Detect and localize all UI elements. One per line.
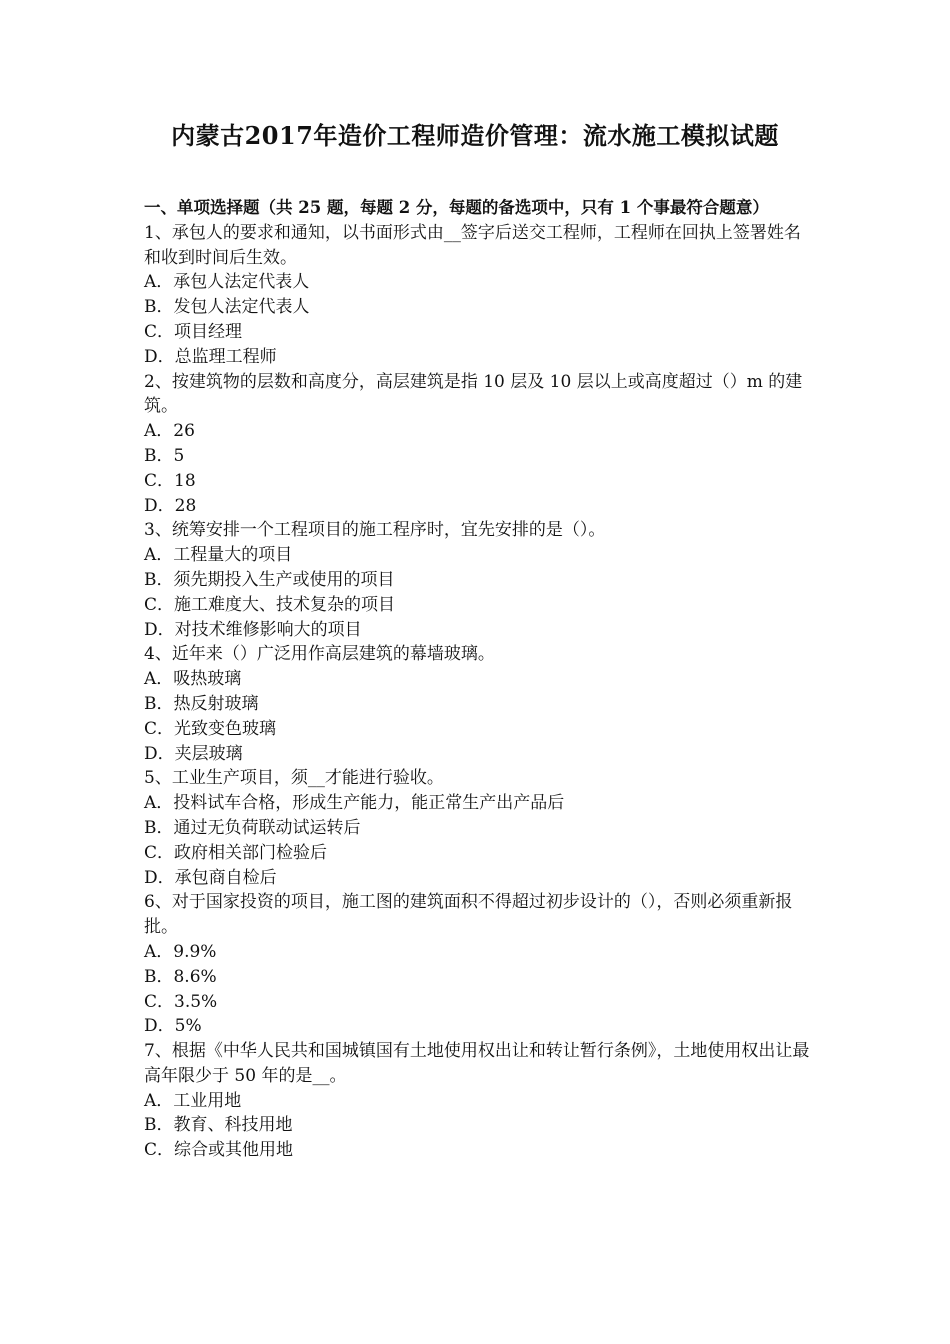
section-heading: 一、单项选择题（共 25 题，每题 2 分，每题的备选项中，只有 1 个事最符合题意） — [144, 198, 769, 217]
document-body — [144, 196, 810, 1163]
question-stem: 5、工业生产项目，须__才能进行验收。 — [144, 768, 444, 789]
option-c: C．18 — [144, 470, 196, 491]
option-a: A．承包人法定代表人 — [144, 272, 310, 293]
option-b: B．8.6% — [144, 966, 217, 987]
option-d: D．对技术维修影响大的项目 — [144, 619, 362, 640]
option-a: A．投料试车合格，形成生产能力，能正常生产出产品后 — [144, 793, 565, 814]
option-d: D．总监理工程师 — [144, 346, 277, 367]
question-4 — [144, 642, 810, 766]
option-c: C．施工难度大、技术复杂的项目 — [144, 594, 396, 615]
option-a: A．9.9% — [144, 941, 217, 962]
option-d: D．承包商自检后 — [144, 867, 277, 888]
question-6 — [144, 890, 810, 1039]
option-c: C．综合或其他用地 — [144, 1140, 294, 1161]
option-a: A．工业用地 — [144, 1090, 242, 1111]
page-title: 内蒙古2017年造价工程师造价管理：流水施工模拟试题 — [171, 121, 779, 150]
option-a: A．工程量大的项目 — [144, 545, 293, 566]
question-stem: 2、按建筑物的层数和高度分，高层建筑是指 10 层及 10 层以上或高度超过（）m 的建筑。 — [144, 371, 803, 417]
question-7 — [144, 1039, 810, 1163]
option-c: C．3.5% — [144, 991, 218, 1012]
option-c: C．光致变色玻璃 — [144, 718, 277, 739]
option-d: D．夹层玻璃 — [144, 743, 243, 764]
option-b: B．通过无负荷联动试运转后 — [144, 817, 361, 838]
option-b: B．须先期投入生产或使用的项目 — [144, 569, 395, 590]
option-b: B．教育、科技用地 — [144, 1115, 293, 1136]
question-stem: 6、对于国家投资的项目，施工图的建筑面积不得超过初步设计的（），否则必须重新报批。 — [144, 892, 793, 938]
option-b: B．5 — [144, 445, 185, 466]
option-d: D．28 — [144, 495, 197, 516]
option-c: C．项目经理 — [144, 321, 243, 342]
question-stem: 3、统筹安排一个工程项目的施工程序时，宜先安排的是（）。 — [144, 520, 606, 541]
question-3 — [144, 518, 810, 642]
option-a: A．吸热玻璃 — [144, 669, 242, 690]
question-2 — [144, 370, 810, 519]
question-1 — [144, 221, 810, 370]
question-stem: 4、近年来（）广泛用作高层建筑的幕墙玻璃。 — [144, 644, 495, 665]
option-c: C．政府相关部门检验后 — [144, 842, 328, 863]
option-d: D．5% — [144, 1016, 202, 1037]
option-b: B．发包人法定代表人 — [144, 297, 310, 318]
question-5 — [144, 766, 810, 890]
question-stem: 7、根据《中华人民共和国城镇国有土地使用权出让和转让暂行条例》，土地使用权出让最高年限少于 50 年的是__。 — [144, 1041, 810, 1086]
question-stem: 1、承包人的要求和通知，以书面形式由__签字后送交工程师，工程师在回执上签署姓名和收到时间后生效。 — [144, 222, 801, 268]
option-b: B．热反射玻璃 — [144, 693, 259, 714]
option-a: A．26 — [144, 421, 195, 442]
